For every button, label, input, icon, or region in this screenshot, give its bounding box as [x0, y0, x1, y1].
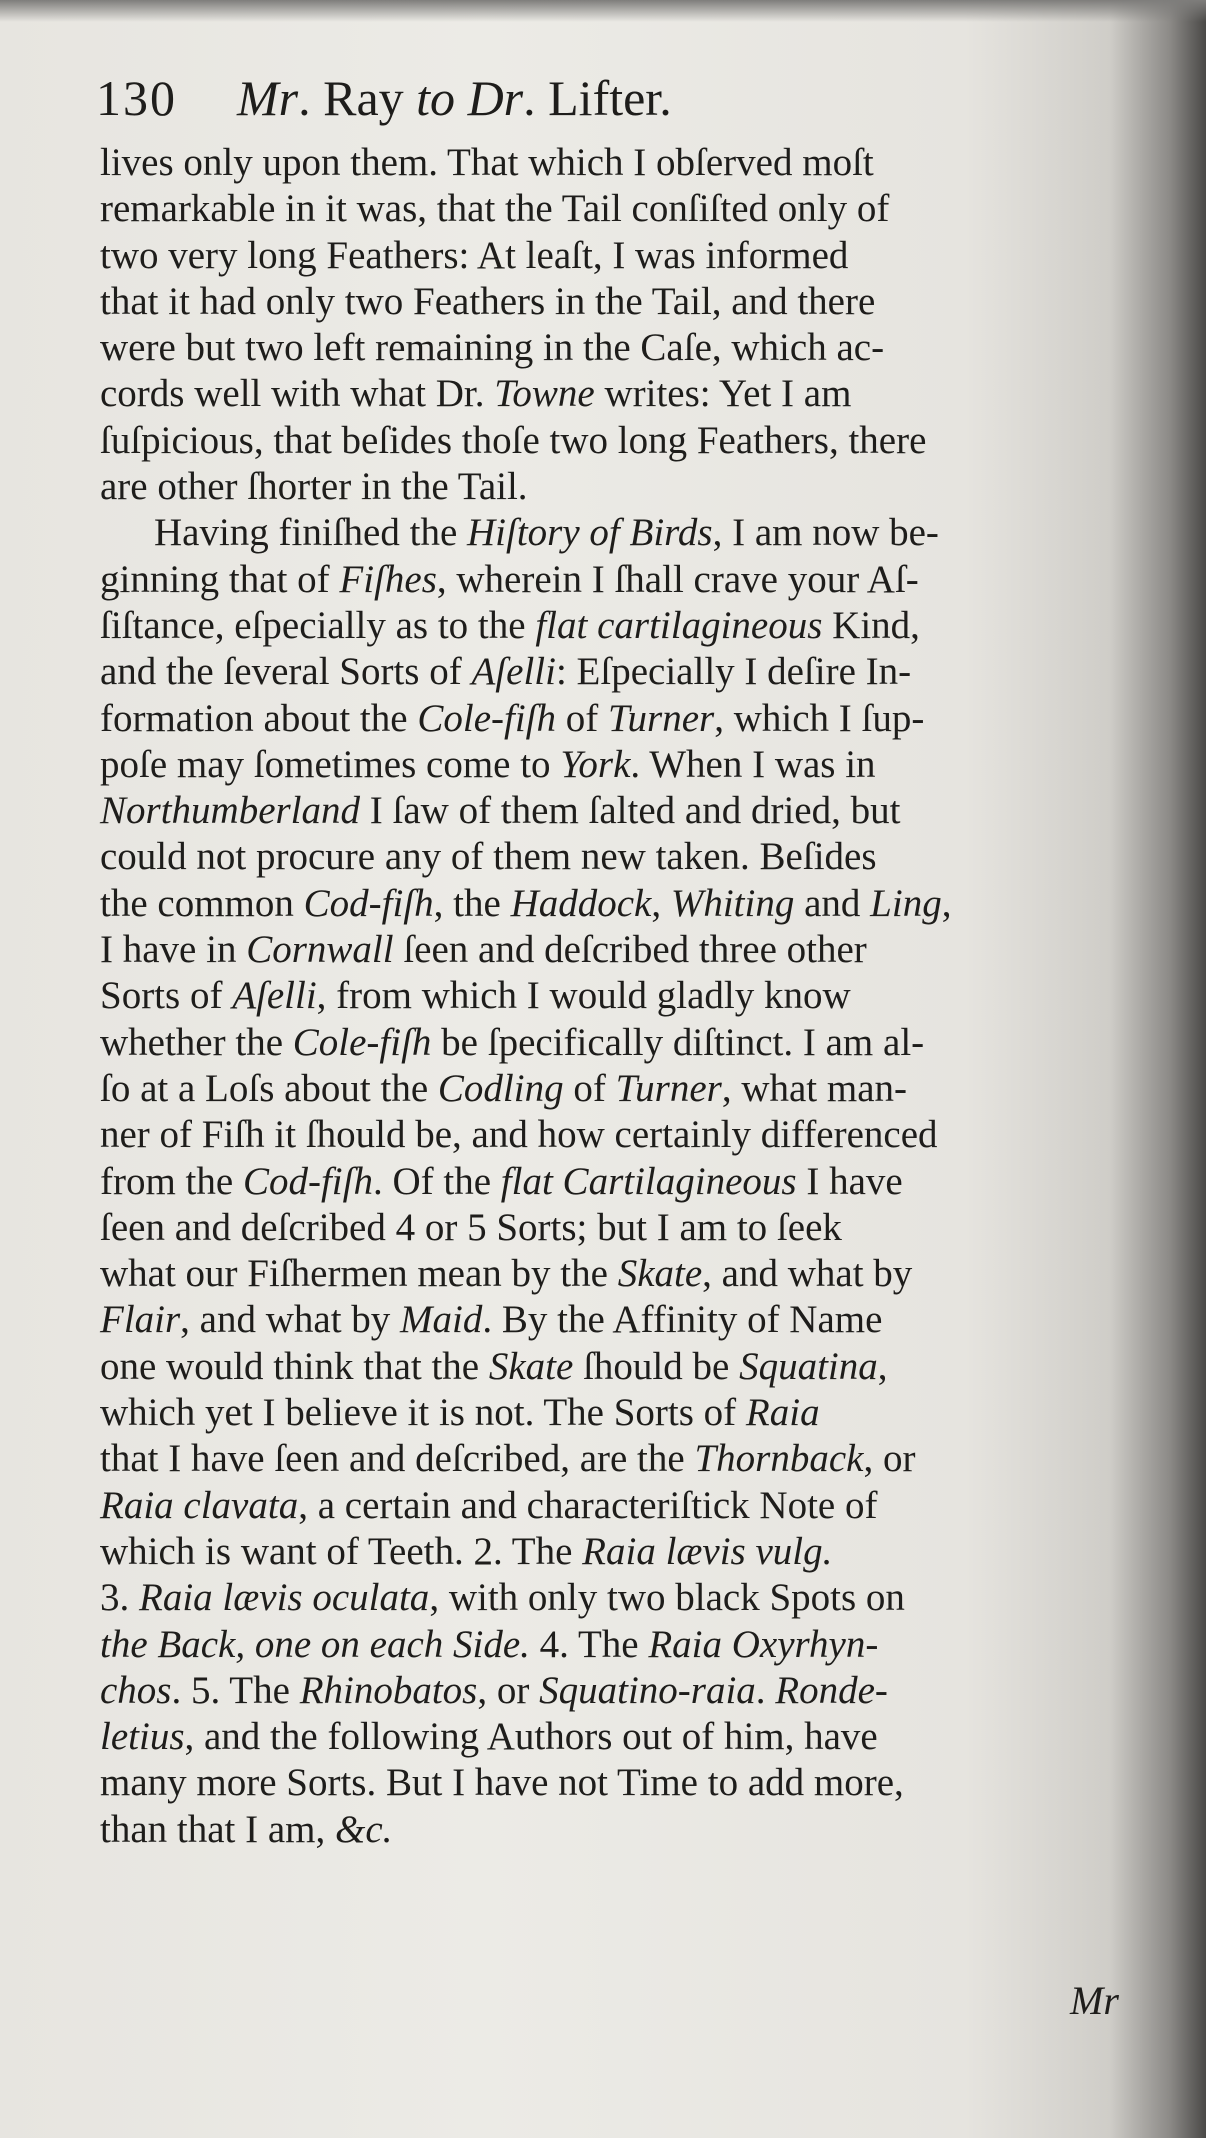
- text-run: ſo at a Loſs about the: [100, 1066, 438, 1110]
- text-run: could not procure any of them new taken. Beſides: [100, 835, 877, 879]
- italic-text: Rhinobatos: [299, 1668, 478, 1712]
- text-line: [100, 696, 1134, 742]
- text-run: that it had only two Feathers in the Tail, and there: [100, 279, 876, 323]
- italic-text: Squatino-raia: [539, 1668, 756, 1712]
- italic-text: Ronde-: [775, 1668, 888, 1712]
- text-run: ginning that of: [100, 557, 340, 601]
- text-line: [100, 1344, 1134, 1390]
- italic-text: Raia lævis vulg.: [582, 1529, 833, 1573]
- text-run: poſe may ſometimes come to: [100, 742, 561, 786]
- text-run: I have in: [100, 928, 247, 972]
- text-run: which yet I believe it is not. The Sorts of: [100, 1391, 746, 1435]
- italic-text: Turner: [608, 696, 715, 740]
- text-run: ,: [941, 881, 952, 925]
- text-run: ,: [651, 881, 671, 925]
- text-line: [100, 1760, 1134, 1806]
- text-run: ſhould be: [573, 1344, 740, 1388]
- text-run: : Eſpecially I deſire In-: [555, 650, 912, 694]
- text-run: , with only two black Spots on: [429, 1576, 905, 1620]
- italic-text: Raia lævis oculata: [139, 1576, 430, 1620]
- italic-text: Turner: [615, 1066, 722, 1110]
- italic-text: Cole-fiſh: [417, 696, 556, 740]
- text-run: , and what by: [702, 1252, 913, 1296]
- text-run: Having finiſhed the: [154, 511, 468, 555]
- italic-text: Skate: [488, 1344, 574, 1388]
- italic-text: Squatina: [739, 1344, 878, 1388]
- text-line: [100, 1483, 1134, 1529]
- text-line: [100, 1436, 1134, 1482]
- italic-text: Towne: [494, 372, 595, 416]
- text-run: remarkable in it was, that the Tail conſiſted only of: [100, 187, 890, 231]
- text-run: ſuſpicious, that beſides thoſe two long Feathers, there: [100, 418, 927, 462]
- italic-text: flat cartilagineous: [535, 603, 823, 647]
- text-run: of: [563, 1066, 616, 1110]
- italic-text: Cod-fiſh: [303, 881, 434, 925]
- text-line: [100, 1066, 1134, 1112]
- text-run: two very long Feathers: At leaſt, I was informed: [100, 233, 849, 277]
- text-run: than that I am,: [100, 1807, 336, 1851]
- text-line: [100, 881, 1134, 927]
- text-line: [100, 927, 1134, 973]
- text-run: , or: [477, 1668, 540, 1712]
- text-line: [100, 1251, 1134, 1297]
- italic-text: letius: [100, 1715, 185, 1759]
- text-run: . Of the: [372, 1159, 501, 1203]
- text-run: Kind,: [822, 603, 920, 647]
- text-line: [100, 1714, 1134, 1760]
- text-run: I have: [796, 1159, 903, 1203]
- text-run: the common: [100, 881, 304, 925]
- text-run: , or: [863, 1437, 916, 1481]
- text-line: [100, 418, 1134, 464]
- italic-text: &c.: [335, 1807, 393, 1851]
- text-run: and the ſeveral Sorts of: [100, 650, 472, 694]
- italic-text: Thornback: [694, 1437, 864, 1481]
- running-title-part: [455, 70, 468, 126]
- text-run: 4. The: [529, 1622, 649, 1666]
- italic-text: Haddock: [510, 881, 652, 925]
- text-run: which is want of Teeth. 2. The: [100, 1529, 583, 1573]
- text-run: were but two left remaining in the Caſe, which ac-: [100, 326, 885, 370]
- text-line: [100, 1668, 1134, 1714]
- text-run: what our Fiſhermen mean by the: [100, 1252, 618, 1296]
- italic-text: Skate: [617, 1252, 703, 1296]
- text-run: and: [794, 881, 871, 925]
- running-title-part: . Lifter.: [523, 70, 672, 126]
- text-line: [100, 557, 1134, 603]
- text-line: [100, 603, 1134, 649]
- italic-text: Raia clavata: [100, 1483, 299, 1527]
- text-line: [100, 1205, 1134, 1251]
- italic-text: Flair: [100, 1298, 181, 1342]
- running-title-part: . Ray: [298, 70, 417, 126]
- catchword: Mr: [1070, 1978, 1119, 2023]
- text-line: [100, 371, 1134, 417]
- page-edge-shadow: [0, 0, 1206, 22]
- text-run: lives only upon them. That which I obſerved moſt: [100, 141, 874, 184]
- italic-text: Raia Oxyrhyn-: [648, 1622, 879, 1666]
- text-run: , I am now be-: [712, 511, 939, 555]
- text-line: [100, 510, 1134, 556]
- text-line: [100, 464, 1134, 510]
- text-run: ſeen and deſcribed 4 or 5 Sorts; but I am to ſeek: [100, 1205, 842, 1249]
- italic-text: Maid: [400, 1298, 483, 1342]
- text-line: [100, 973, 1134, 1019]
- text-line: [100, 1112, 1134, 1158]
- text-run: , which I ſup-: [714, 696, 925, 740]
- text-line: [100, 186, 1134, 232]
- text-line: [100, 742, 1134, 788]
- italic-text: Codling: [437, 1066, 564, 1110]
- text-line: [100, 1297, 1134, 1343]
- text-run: , wherein I ſhall crave your Aſ-: [436, 557, 919, 601]
- italic-text: flat Cartilagineous: [500, 1159, 797, 1203]
- italic-text: Whiting: [670, 881, 795, 925]
- text-run: 3.: [100, 1576, 139, 1620]
- text-line: [100, 834, 1134, 880]
- text-run: of: [556, 696, 608, 740]
- text-run: , a certain and characteriſtick Note of: [298, 1483, 878, 1527]
- text-line: [100, 1575, 1134, 1621]
- text-run: be ſpecifically diſtinct. I am al-: [431, 1020, 925, 1064]
- text-run: I ſaw of them ſalted and dried, but: [360, 789, 901, 833]
- text-run: many more Sorts. But I have not Time to add more,: [100, 1761, 904, 1805]
- text-line: [100, 1390, 1134, 1436]
- text-line: [100, 325, 1134, 371]
- text-run: ner of Fiſh it ſhould be, and how certainly differenced: [100, 1113, 938, 1157]
- letter-body: [100, 140, 1134, 1853]
- italic-text: Raia: [745, 1391, 820, 1435]
- italic-text: Northumberland: [100, 789, 361, 833]
- text-line: [100, 233, 1134, 279]
- text-run: .: [755, 1668, 776, 1712]
- text-run: , and what by: [180, 1298, 401, 1342]
- text-run: , and the following Authors out of him, have: [184, 1715, 878, 1759]
- running-title-part: Mr: [237, 70, 299, 126]
- text-run: formation about the: [100, 696, 418, 740]
- text-line: [100, 1622, 1134, 1668]
- running-head: [96, 58, 1096, 138]
- page-number: 130: [96, 70, 177, 126]
- text-line: [100, 279, 1134, 325]
- text-line: [100, 788, 1134, 834]
- text-run: , from which I would gladly know: [316, 974, 851, 1018]
- italic-text: Cole-fiſh: [292, 1020, 432, 1064]
- italic-text: Ling: [870, 881, 942, 925]
- italic-text: chos: [100, 1668, 172, 1712]
- text-run: are other ſhorter in the Tail.: [100, 465, 528, 509]
- text-run: writes: Yet I am: [594, 372, 852, 416]
- text-line: [100, 140, 1134, 186]
- running-title-part: Dr: [467, 70, 524, 126]
- text-run: ſiſtance, eſpecially as to the: [100, 603, 536, 647]
- text-run: one would think that the: [100, 1344, 489, 1388]
- italic-text: Cod-fiſh: [242, 1159, 373, 1203]
- text-run: ſeen and deſcribed three other: [393, 928, 867, 972]
- text-run: , what man-: [721, 1066, 908, 1110]
- text-run: from the: [100, 1159, 243, 1203]
- italic-text: Cornwall: [246, 928, 394, 972]
- italic-text: Hiſtory of Birds: [467, 511, 713, 555]
- italic-text: the Back, one on each Side.: [100, 1622, 530, 1666]
- text-run: . By the Affinity of Name: [482, 1298, 883, 1342]
- italic-text: Aſelli: [471, 650, 556, 694]
- text-run: . When I was in: [630, 742, 876, 786]
- text-line: [100, 649, 1134, 695]
- text-run: whether the: [100, 1020, 293, 1064]
- text-line: [100, 1020, 1134, 1066]
- text-run: ,: [877, 1344, 888, 1388]
- text-line: [100, 1807, 1134, 1853]
- italic-text: Aſelli: [232, 974, 317, 1018]
- text-line: [100, 1159, 1134, 1205]
- italic-text: Fiſhes: [339, 557, 437, 601]
- text-line: [100, 1529, 1134, 1575]
- running-title-part: to: [416, 70, 456, 126]
- text-run: , the: [433, 881, 511, 925]
- text-run: Sorts of: [100, 974, 233, 1018]
- italic-text: York: [560, 742, 631, 786]
- text-run: cords well with what Dr.: [100, 372, 495, 416]
- text-run: that I have ſeen and deſcribed, are the: [100, 1437, 695, 1481]
- text-run: . 5. The: [171, 1668, 300, 1712]
